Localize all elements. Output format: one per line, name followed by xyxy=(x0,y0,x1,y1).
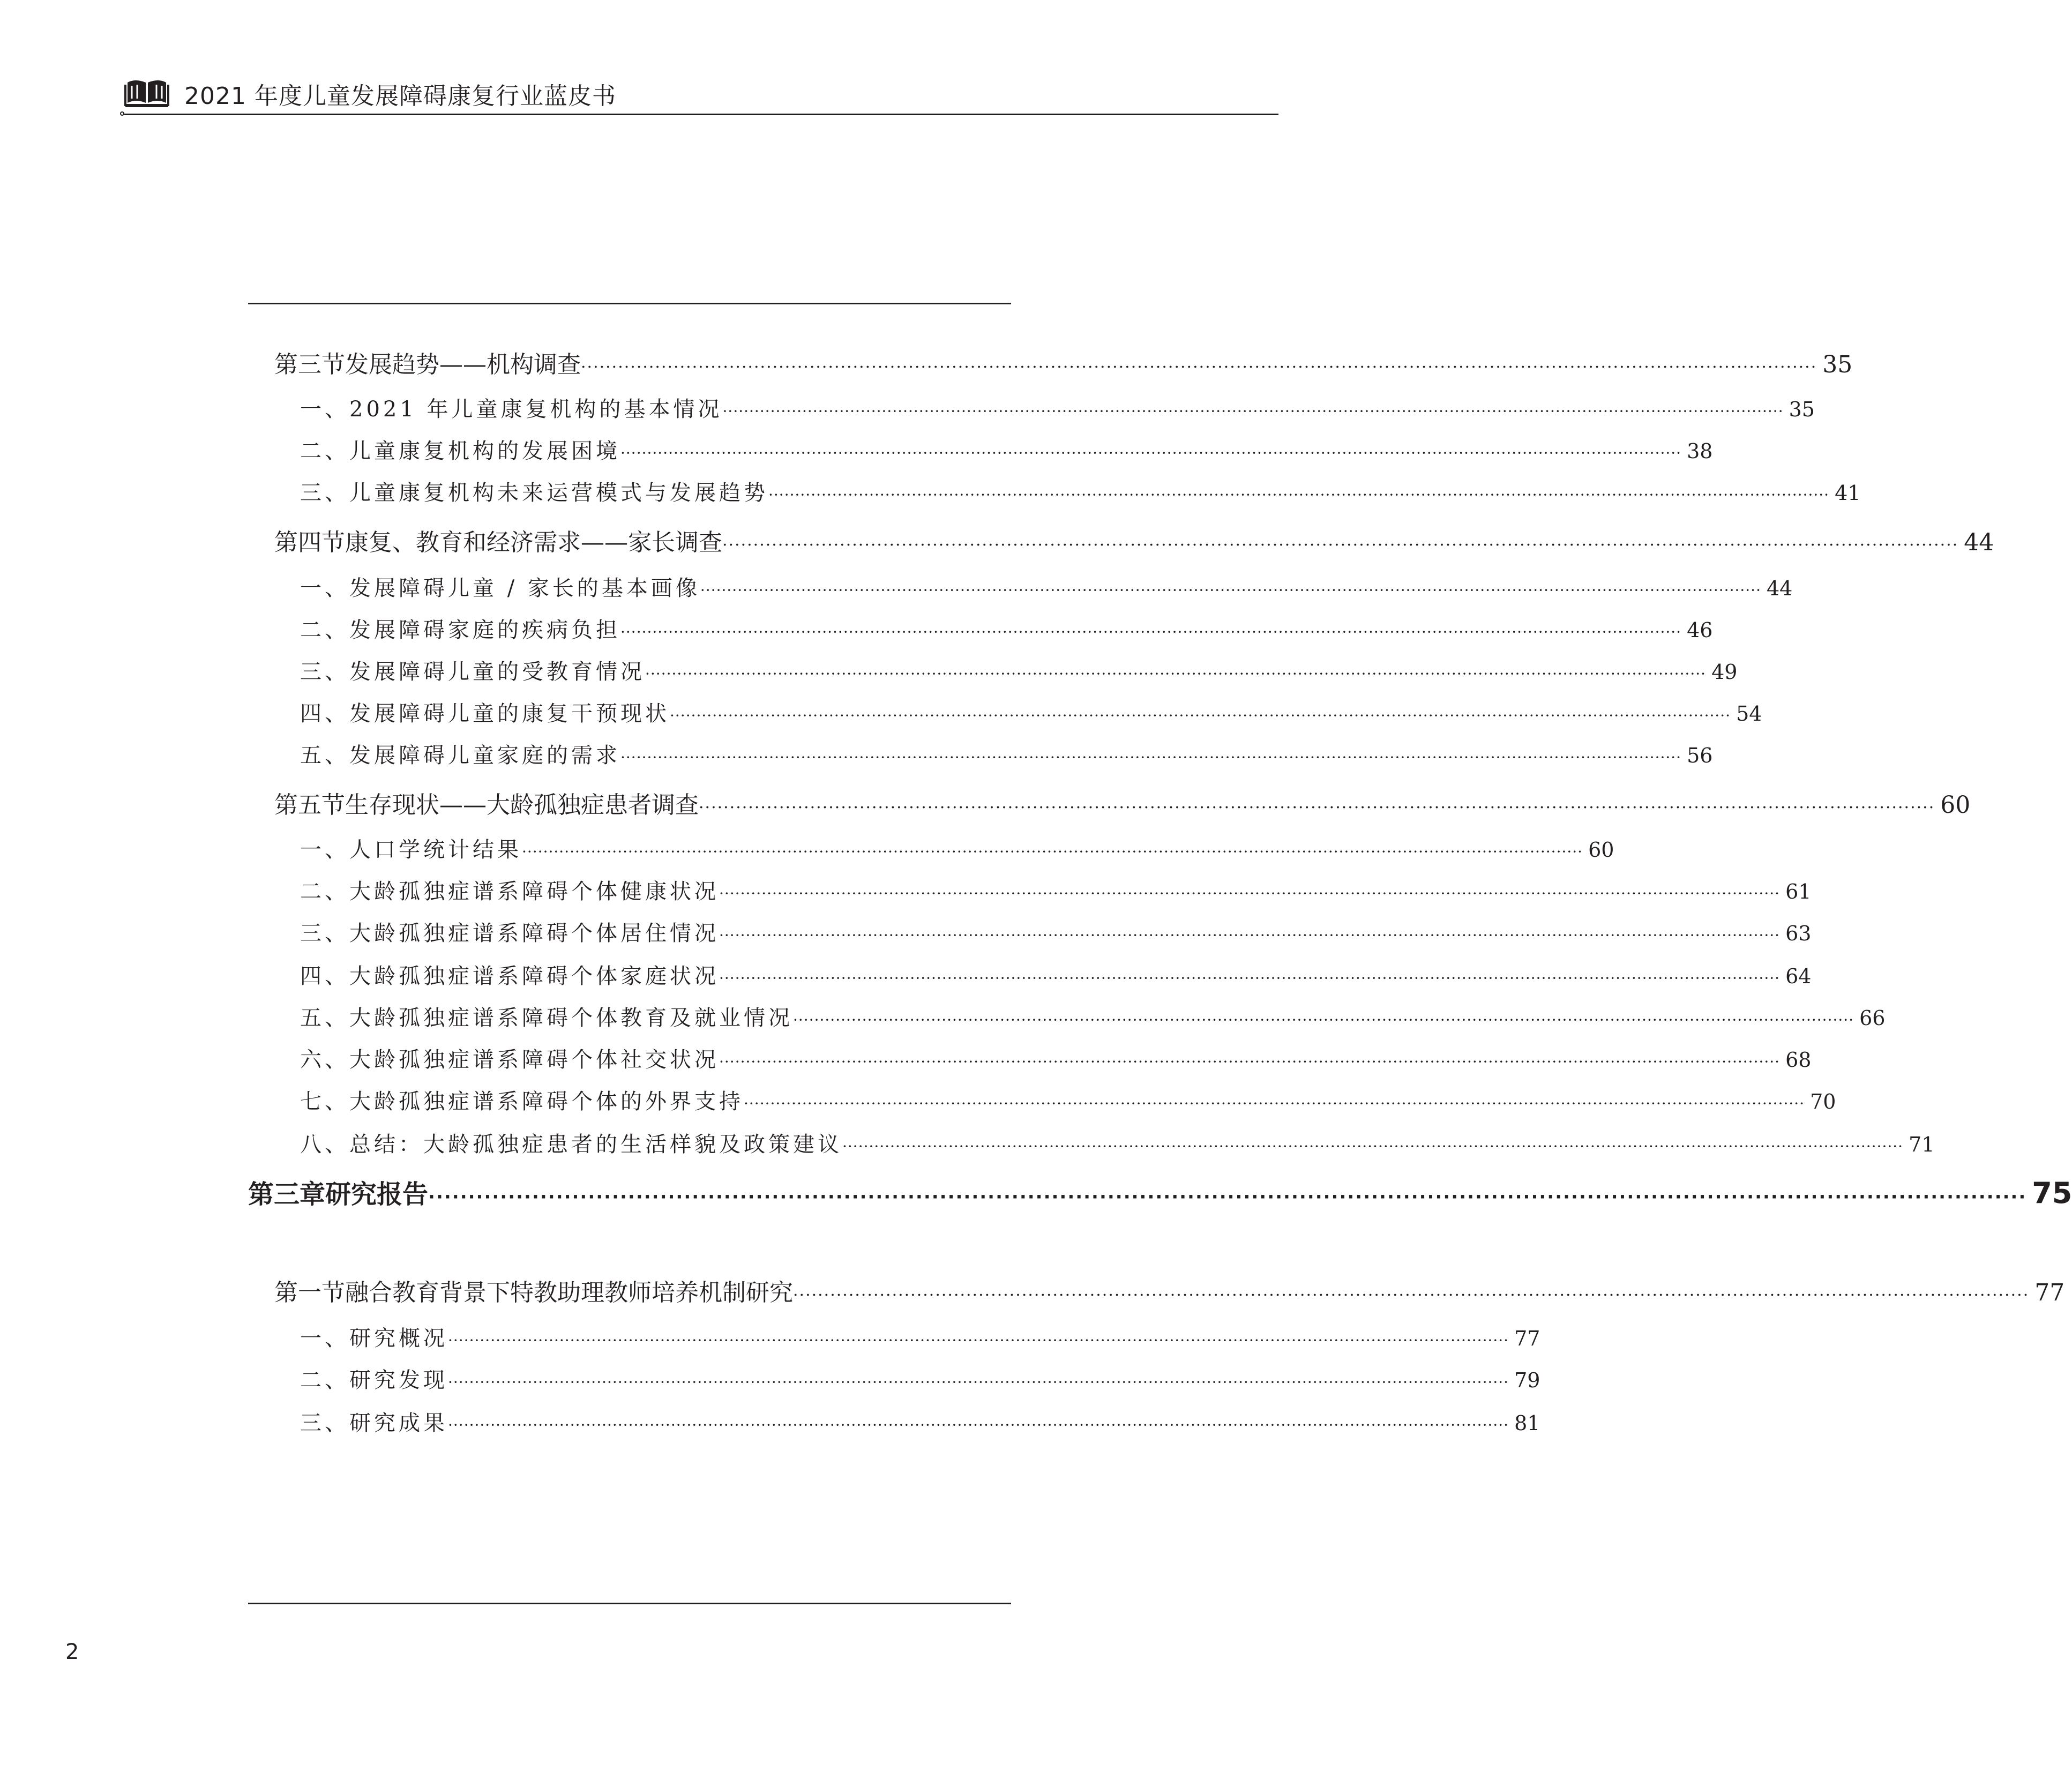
toc-entry-page: 44 xyxy=(1766,577,1793,600)
toc-entry-page: 41 xyxy=(1835,481,1861,505)
toc-dot-leader: ········································································································································································································ xyxy=(448,1332,1509,1349)
toc-entry-title: 生存现状——大龄孤独症患者调查 xyxy=(345,791,699,819)
toc-dot-leader: ········································································································································································································ xyxy=(700,581,1761,599)
toc-entry-title: 发展趋势——机构调查 xyxy=(345,351,581,378)
toc-dot-leader: ········································································································································································································ xyxy=(719,926,1781,944)
toc-entry-subsection[interactable] xyxy=(300,959,1812,989)
toc-entry-subsection[interactable] xyxy=(300,738,1713,768)
toc-entry-page: 70 xyxy=(1810,1090,1836,1113)
toc-entry-title: 二、发展障碍家庭的疾病负担 xyxy=(300,618,620,642)
toc-dot-leader: ········································································································································································································ xyxy=(719,1053,1781,1071)
toc-entry-title: 三、大龄孤独症谱系障碍个体居住情况 xyxy=(300,921,719,946)
toc-entry-title: 八、总结：大龄孤独症患者的生活样貌及政策建议 xyxy=(300,1132,842,1157)
toc-entry-subsection[interactable] xyxy=(300,1001,1886,1031)
toc-entry-section[interactable] xyxy=(274,345,1853,378)
toc-entry-page: 81 xyxy=(1514,1411,1540,1435)
toc-entry-subsection[interactable] xyxy=(300,571,1793,601)
toc-entry-page: 44 xyxy=(1964,529,1994,556)
toc-entry-page: 60 xyxy=(1940,791,1971,819)
toc-entry-page: 61 xyxy=(1785,880,1812,903)
page-number: 2 xyxy=(65,1640,79,1664)
toc-entry-page: 63 xyxy=(1785,922,1812,945)
toc-entry-page: 68 xyxy=(1785,1048,1812,1072)
toc-dot-leader: ········································································································································································································ xyxy=(842,1138,1904,1155)
toc-entry-label: 第三章 xyxy=(248,1179,326,1209)
toc-dot-leader: ········································································································································································································ xyxy=(620,749,1682,766)
toc-dot-leader: ········································································································································································································ xyxy=(793,1011,1854,1029)
toc-bottom-rule xyxy=(248,1603,1011,1604)
toc-entry-subsection[interactable] xyxy=(300,392,1815,422)
toc-dot-leader: ········································································································································································································ xyxy=(581,358,1817,377)
toc-entry-page: 38 xyxy=(1687,439,1713,463)
toc-dot-leader: ········································································································································································································ xyxy=(719,969,1781,987)
toc-entry-label: 第四节 xyxy=(274,529,345,556)
toc-entry-page: 46 xyxy=(1687,618,1713,642)
toc-entry-title: 二、儿童康复机构的发展困境 xyxy=(300,439,620,463)
toc-entry-subsection[interactable] xyxy=(300,1406,1540,1436)
toc-entry-subsection[interactable] xyxy=(300,434,1713,464)
toc-entry-title: 三、儿童康复机构未来运营模式与发展趋势 xyxy=(300,481,768,505)
toc-entry-title: 一、发展障碍儿童 / 家长的基本画像 xyxy=(300,576,700,601)
toc-entry-subsection[interactable] xyxy=(300,697,1762,727)
toc-entry-subsection[interactable] xyxy=(300,1321,1540,1351)
toc-entry-label: 第一节 xyxy=(274,1279,345,1306)
toc-entry-subsection[interactable] xyxy=(300,833,1614,863)
toc-entry-subsection[interactable] xyxy=(300,1363,1540,1393)
toc-entry-title: 四、发展障碍儿童的康复干预现状 xyxy=(300,701,670,726)
toc-entry-subsection[interactable] xyxy=(300,874,1812,904)
toc-entry-page: 54 xyxy=(1736,702,1762,726)
toc-dot-leader: ········································································································································································································ xyxy=(645,665,1707,683)
toc-entry-page: 49 xyxy=(1711,660,1738,684)
toc-entry-page: 77 xyxy=(2034,1279,2065,1306)
toc-dot-leader: ········································································································································································································ xyxy=(448,1416,1509,1434)
toc-entry-page: 64 xyxy=(1785,964,1812,988)
toc-entry-subsection[interactable] xyxy=(300,476,1861,506)
toc-entry-subsection[interactable] xyxy=(300,1127,1935,1157)
toc-entry-title: 康复、教育和经济需求——家长调查 xyxy=(345,529,722,556)
toc-entry-title: 七、大龄孤独症谱系障碍个体的外界支持 xyxy=(300,1089,744,1114)
toc-entry-page: 71 xyxy=(1909,1133,1935,1156)
toc-entry-title: 六、大龄孤独症谱系障碍个体社交状况 xyxy=(300,1048,719,1072)
header-rule-ornament xyxy=(120,111,124,116)
toc-dot-leader: ········································································································································································································ xyxy=(620,623,1682,641)
toc-dot-leader: ········································································································································································································ xyxy=(768,486,1830,504)
toc-dot-leader: ········································································································································································································ xyxy=(793,1286,2030,1305)
header-rule xyxy=(124,114,1278,115)
toc-entry-page: 60 xyxy=(1588,838,1614,862)
toc-entry-subsection[interactable] xyxy=(300,613,1713,643)
toc-dot-leader: ········································································································································································································ xyxy=(722,536,1959,555)
toc-dot-leader: ········································································································································································································ xyxy=(719,885,1781,902)
toc-entry-page: 35 xyxy=(1789,398,1815,421)
toc-entry-title: 一、2021 年儿童康复机构的基本情况 xyxy=(300,397,723,422)
toc-entry-chapter[interactable] xyxy=(248,1173,2072,1211)
toc-dot-leader: ········································································································································································································ xyxy=(522,843,1583,861)
toc-entry-title: 四、大龄孤独症谱系障碍个体家庭状况 xyxy=(300,964,719,989)
toc-dot-leader: ········································································································································································································ xyxy=(448,1373,1509,1391)
toc-entry-label: 第五节 xyxy=(274,791,345,819)
toc-entry-title: 研究报告 xyxy=(325,1179,429,1209)
toc-dot-leader: ········································································································································································································ xyxy=(670,707,1731,724)
toc-entry-title: 一、人口学统计结果 xyxy=(300,838,522,862)
toc-entry-page: 75 xyxy=(2032,1176,2072,1210)
toc-entry-subsection[interactable] xyxy=(300,655,1738,685)
open-book-icon xyxy=(124,77,169,110)
toc-entry-title: 二、研究发现 xyxy=(300,1368,448,1393)
toc-entry-page: 66 xyxy=(1859,1006,1886,1030)
toc-entry-title: 二、大龄孤独症谱系障碍个体健康状况 xyxy=(300,879,719,904)
toc-entry-section[interactable] xyxy=(274,786,1971,819)
running-header xyxy=(124,75,616,113)
book-title: 2021 年度儿童发展障碍康复行业蓝皮书 xyxy=(184,83,616,110)
toc-top-rule xyxy=(248,303,1011,304)
toc-entry-page: 56 xyxy=(1687,744,1713,767)
toc-entry-section[interactable] xyxy=(274,523,1994,556)
toc-dot-leader: ········································································································································································································ xyxy=(428,1186,2027,1208)
toc-entry-title: 五、发展障碍儿童家庭的需求 xyxy=(300,743,620,768)
toc-entry-title: 五、大龄孤独症谱系障碍个体教育及就业情况 xyxy=(300,1006,793,1030)
toc-dot-leader: ········································································································································································································ xyxy=(620,444,1682,462)
toc-entry-title: 一、研究概况 xyxy=(300,1326,448,1351)
toc-dot-leader: ········································································································································································································ xyxy=(722,402,1784,420)
toc-entry-page: 79 xyxy=(1514,1369,1540,1392)
toc-entry-title: 三、发展障碍儿童的受教育情况 xyxy=(300,660,645,684)
toc-entry-subsection[interactable] xyxy=(300,1043,1812,1073)
toc-entry-section[interactable] xyxy=(274,1273,2065,1306)
toc-dot-leader: ········································································································································································································ xyxy=(699,798,1935,817)
toc-entry-title: 三、研究成果 xyxy=(300,1411,448,1435)
toc-dot-leader: ········································································································································································································ xyxy=(744,1095,1805,1112)
toc-entry-page: 77 xyxy=(1514,1327,1540,1350)
toc-entry-title: 融合教育背景下特教助理教师培养机制研究 xyxy=(345,1279,793,1306)
toc-entry-label: 第三节 xyxy=(274,351,345,378)
toc-entry-subsection[interactable] xyxy=(300,916,1812,946)
toc-entry-subsection[interactable] xyxy=(300,1085,1836,1115)
toc-entry-page: 35 xyxy=(1822,351,1853,378)
